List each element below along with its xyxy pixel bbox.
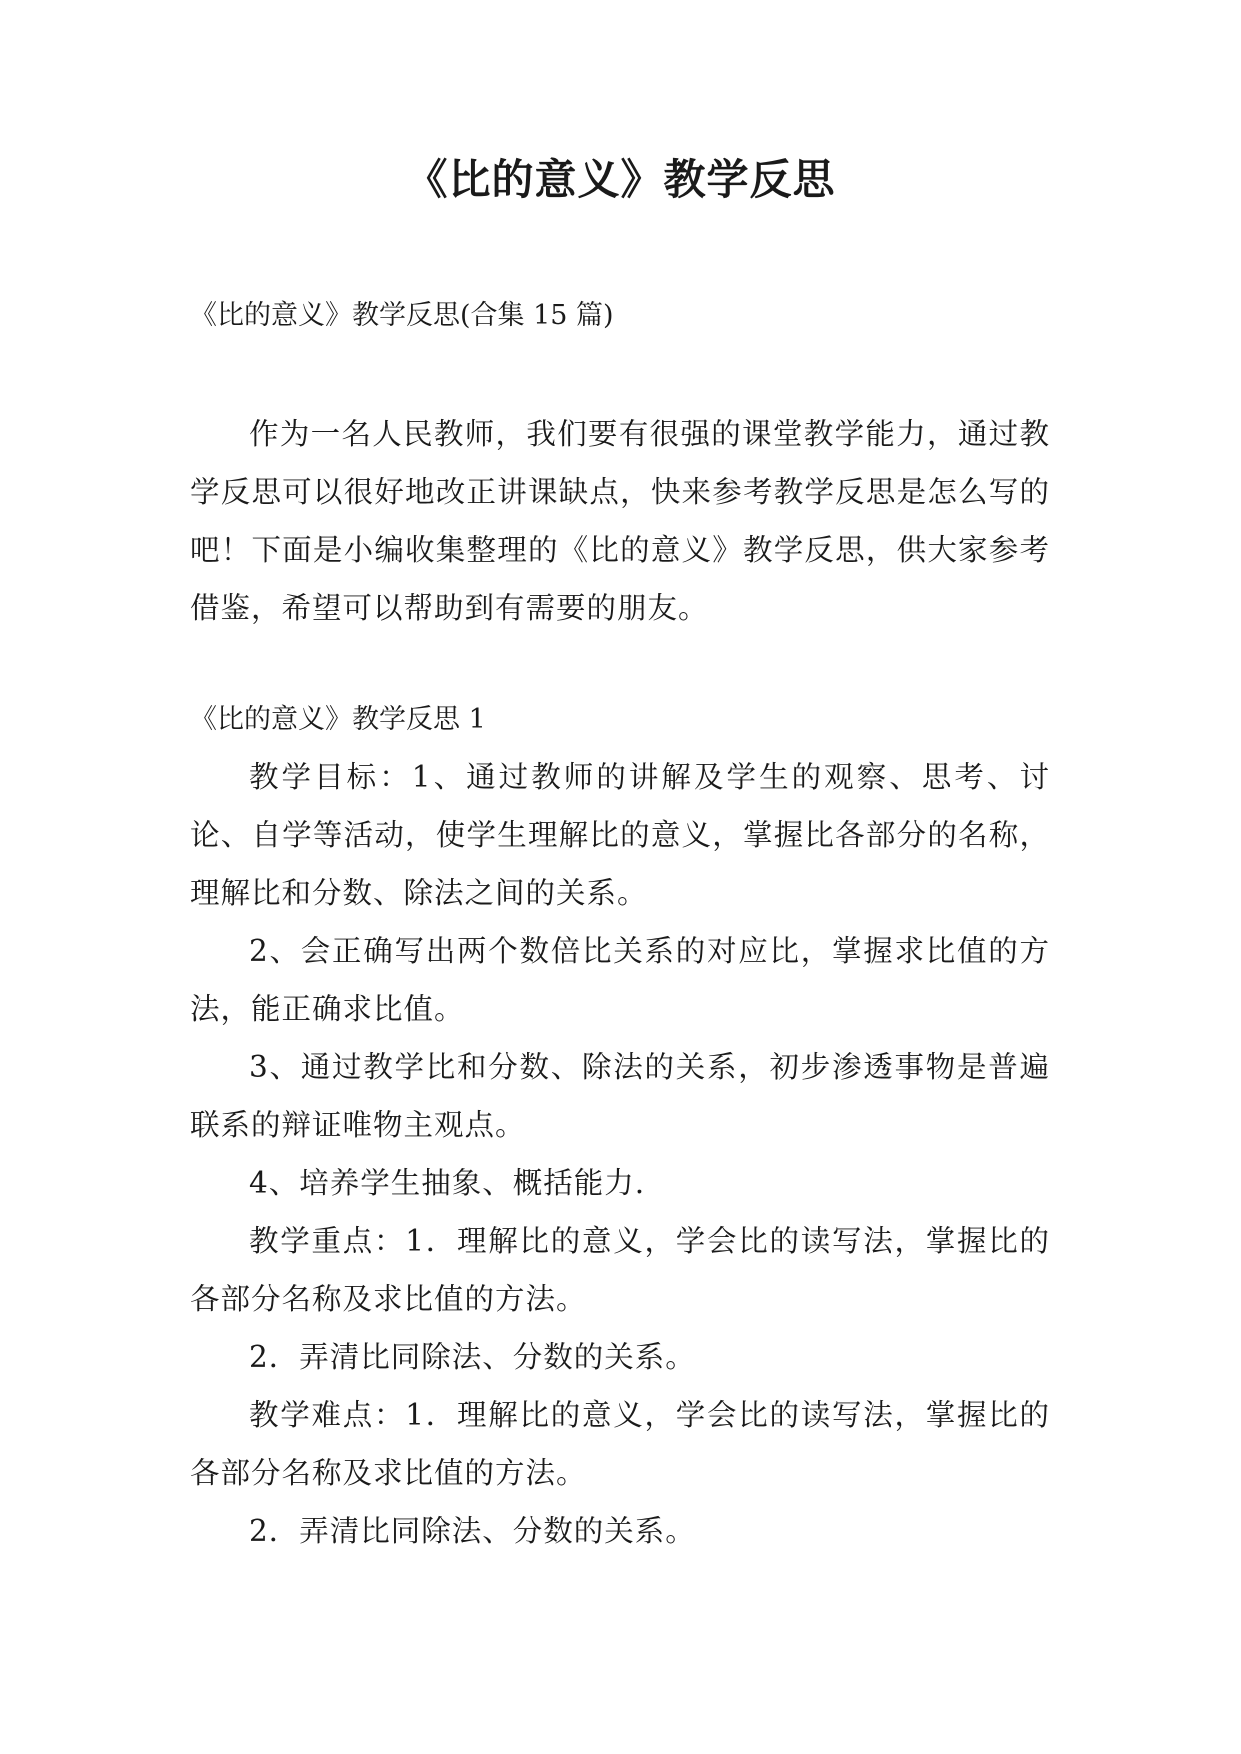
section-heading: 《比的意义》教学反思 1 — [190, 704, 486, 735]
section-body — [190, 748, 1050, 1560]
body-paragraph: 教学难点：1．理解比的意义，学会比的读写法，掌握比的各部分名称及求比值的方法。 — [190, 1398, 1050, 1490]
body-paragraph: 2．弄清比同除法、分数的关系。 — [249, 1514, 696, 1548]
body-paragraph: 2．弄清比同除法、分数的关系。 — [249, 1340, 696, 1374]
body-paragraph: 2、会正确写出两个数倍比关系的对应比，掌握求比值的方法，能正确求比值。 — [190, 934, 1050, 1026]
intro-block — [190, 405, 1050, 637]
body-paragraph: 3、通过教学比和分数、除法的关系，初步渗透事物是普遍联系的辩证唯物主观点。 — [190, 1050, 1050, 1142]
page-title: 《比的意义》教学反思 — [405, 155, 836, 204]
document-subtitle: 《比的意义》教学反思(合集 15 篇) — [190, 300, 614, 331]
body-paragraph: 教学重点：1．理解比的意义，学会比的读写法，掌握比的各部分名称及求比值的方法。 — [190, 1224, 1050, 1316]
body-paragraph: 教学目标：1、通过教师的讲解及学生的观察、思考、讨论、自学等活动，使学生理解比的意义，掌握比各部分的名称，理解比和分数、除法之间的关系。 — [190, 760, 1050, 910]
body-paragraph: 4、培养学生抽象、概括能力. — [249, 1166, 646, 1200]
intro-paragraph: 作为一名人民教师，我们要有很强的课堂教学能力，通过教学反思可以很好地改正讲课缺点，快来参考教学反思是怎么写的吧！下面是小编收集整理的《比的意义》教学反思，供大家参考借鉴，希望可以帮助到有需要的朋友。 — [190, 417, 1050, 625]
